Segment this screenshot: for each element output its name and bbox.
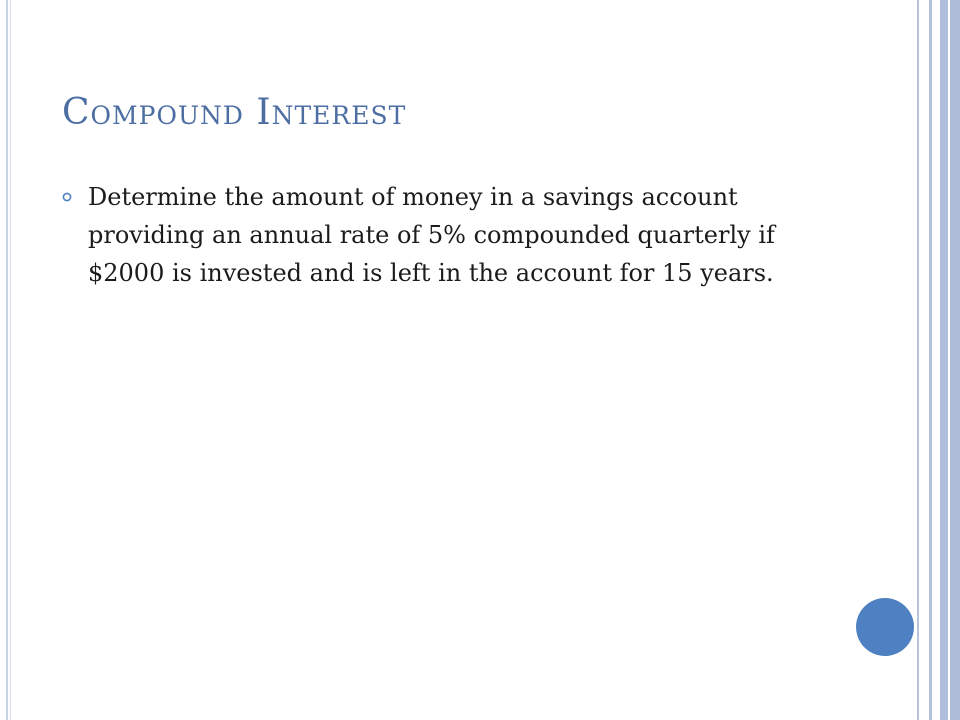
right-stripe-gap-1	[921, 0, 929, 720]
left-border-line	[6, 0, 8, 720]
right-stripe-1	[917, 0, 919, 720]
right-stripe-4	[950, 0, 960, 720]
open-circle-bullet-icon	[62, 192, 72, 202]
left-border-line-inner	[10, 0, 11, 720]
bullet-item	[62, 178, 822, 292]
right-stripe-2	[929, 0, 932, 720]
bullet-list	[62, 178, 822, 292]
slide-title: Compound Interest	[62, 92, 407, 133]
right-stripe-3	[940, 0, 948, 720]
accent-circle	[856, 598, 914, 656]
bullet-text: Determine the amount of money in a savings account providing an annual rate of 5% compounded quarterly if $2000 is invested and is left in the account for 15 years.	[88, 183, 775, 287]
